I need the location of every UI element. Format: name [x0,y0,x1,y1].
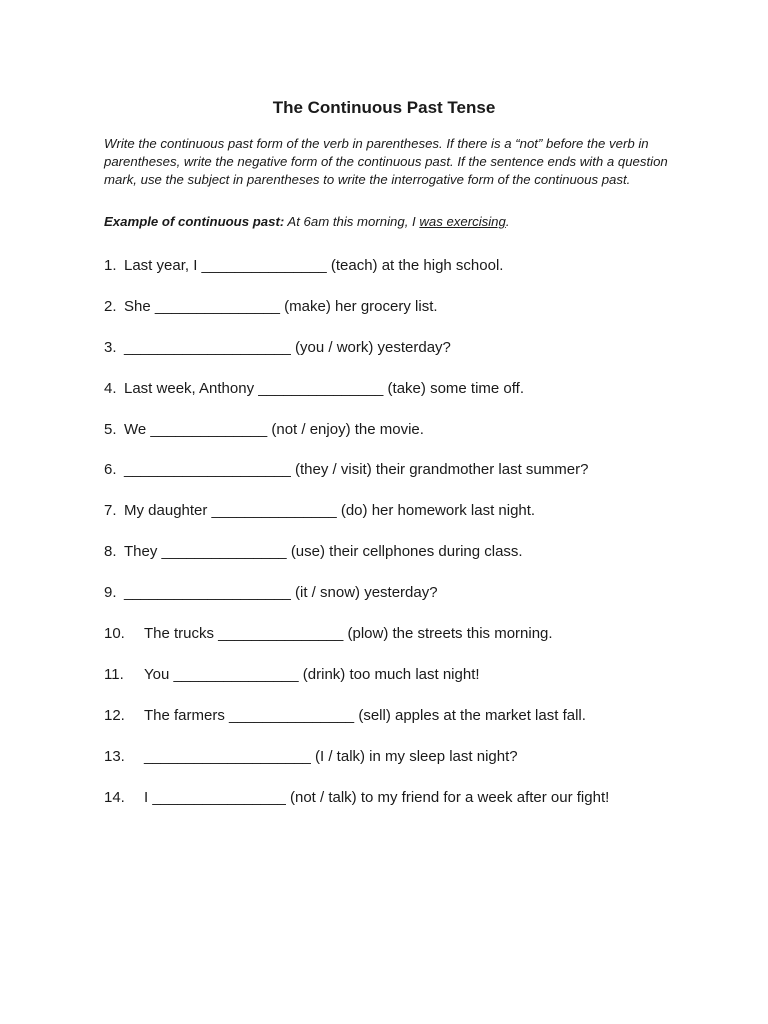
item-text: My daughter _______________ (do) her homework last night. [124,502,536,520]
item-text: Last year, I _______________ (teach) at the high school. [124,257,504,274]
exercise-item [104,786,724,827]
item-text: ____________________ (it / snow) yesterday? [124,584,438,602]
item-number: 1. [104,257,117,274]
item-text: ____________________ (I / talk) in my sleep last night? [144,747,518,765]
item-number: 4. [104,379,117,397]
exercise-item [104,254,724,295]
item-number: 11. [104,665,124,683]
exercise-item [104,418,724,459]
item-number: 13. [104,747,125,765]
item-number: 9. [104,584,117,602]
item-number: 6. [104,461,117,479]
example-line [104,213,672,231]
item-text: She _______________ (make) her grocery list. [124,297,438,315]
exercise-item [104,540,724,581]
item-text: They _______________ (use) their cellphones during class. [124,543,523,561]
item-text: ____________________ (they / visit) their grandmother last summer? [124,461,589,479]
instructions: Write the continuous past form of the verb in parentheses. If there is a “not” before the verb in parentheses, write the negative form of the continuous past. If the sentence ends with a question mark, use the subject in parentheses to write the interrogative form of the continuous past. [104,136,668,187]
example-label: Example of continuous past: [104,214,285,229]
exercise-item [104,622,724,663]
exercise-item [104,295,724,336]
item-text: ____________________ (you / work) yesterday? [124,338,451,356]
item-text: The farmers _______________ (sell) apples at the market last fall. [144,706,586,724]
exercise-list [104,254,724,826]
item-number: 3. [104,338,117,356]
item-text: Last week, Anthony _______________ (take) some time off. [124,379,524,397]
item-text: You _______________ (drink) too much last night! [144,665,480,683]
item-number: 12. [104,706,125,724]
item-text: The trucks _______________ (plow) the streets this morning. [144,625,553,643]
exercise-item [104,581,724,622]
example-answer: was exercising [419,214,506,229]
example-end: . [505,214,510,229]
item-number: 5. [104,420,117,438]
exercise-item [104,704,724,745]
exercise-item [104,336,724,377]
example-sentence: At 6am this morning, I [284,214,420,229]
exercise-item [104,377,724,418]
item-text: I ________________ (not / talk) to my friend for a week after our fight! [144,788,610,806]
page-title: The Continuous Past Tense [272,98,496,117]
exercise-item [104,745,724,786]
exercise-item [104,458,724,499]
item-text: We ______________ (not / enjoy) the movie. [124,420,424,438]
exercise-item [104,663,724,704]
item-number: 7. [104,502,117,520]
item-number: 2. [104,297,117,315]
exercise-item [104,499,724,540]
item-number: 14. [104,788,125,806]
item-number: 8. [104,543,117,561]
item-number: 10. [104,625,125,643]
